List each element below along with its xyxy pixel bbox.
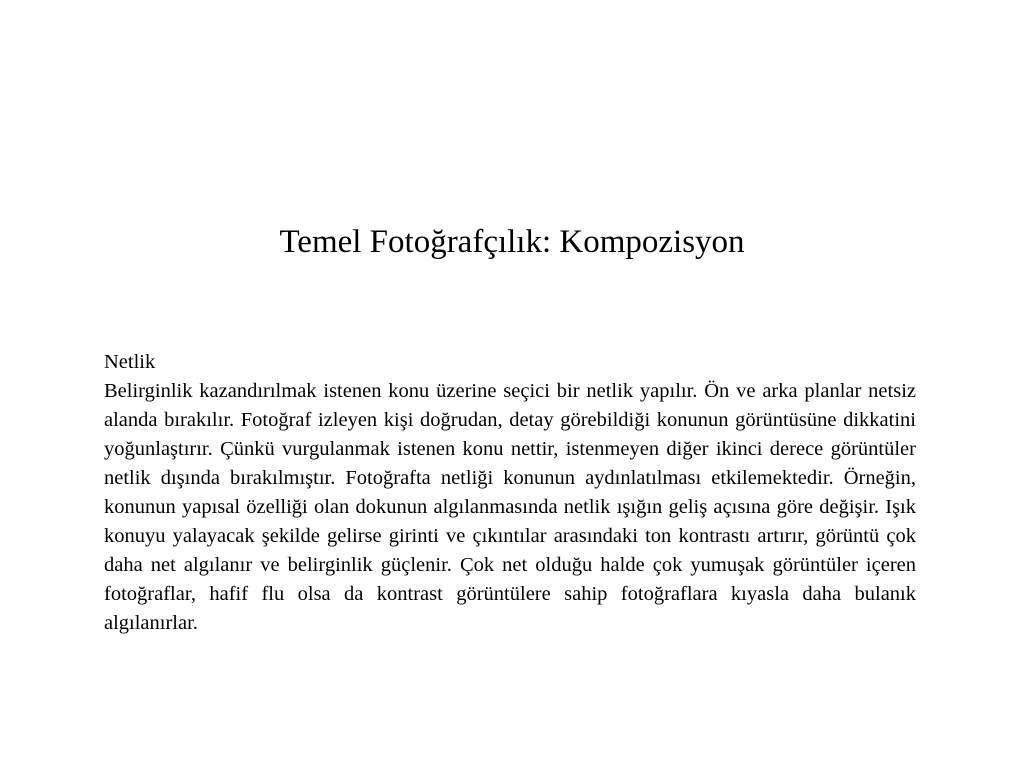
body-paragraph: Belirginlik kazandırılmak istenen konu üzerine seçici bir netlik yapılır. Ön ve arka planlar netsiz alanda bırakılır. Fotoğraf izleyen kişi doğrudan, detay görebildiği konunun görüntüsüne dikkatini yoğunlaştırır. Çünkü vurgulanmak istenen konu nettir, istenmeyen diğer ikinci derece görüntüler netlik dışında bırakılmıştır. Fotoğrafta netliği konunun aydınlatılması etkilemektedir. Örneğin, konunun yapısal özelliği olan dokunun algılanmasında netlik ışığın geliş açısına göre değişir. Işık konuyu yalayacak şekilde gelirse girinti ve çıkıntılar arasındaki ton kontrastı artırır, görüntü çok daha net algılanır ve belirginlik güçlenir. Çok net olduğu halde çok yumuşak görüntüler içeren fotoğraflar, hafif flu olsa da kontrast görüntülere sahip fotoğraflara kıyasla daha bulanık algılanırlar. xyxy=(104,380,916,634)
section-heading: Netlik xyxy=(104,351,156,373)
slide-title: Temel Fotoğrafçılık: Kompozisyon xyxy=(279,224,745,260)
slide-body xyxy=(104,348,916,638)
